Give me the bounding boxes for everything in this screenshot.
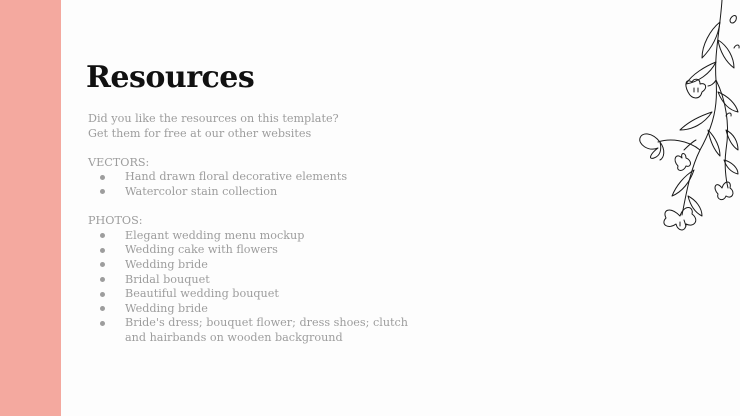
list-item <box>88 287 418 302</box>
list-item <box>88 243 418 258</box>
resource-link[interactable]: Elegant wedding menu mockup <box>125 228 305 242</box>
resource-link[interactable]: Bride's dress; bouquet flower; dress shoes; clutch and hairbands on wooden background <box>125 316 409 344</box>
list-item <box>88 229 418 244</box>
list-item <box>88 273 418 288</box>
intro-line-1: Did you like the resources on this template? <box>88 112 339 125</box>
list-item <box>88 185 418 200</box>
bullet-dot-icon <box>100 277 105 282</box>
bullet-dot-icon <box>100 189 105 194</box>
list-item <box>88 316 418 345</box>
section-heading: VECTORS: <box>88 155 150 169</box>
hand-drawn-floral-branch-icon <box>630 0 740 240</box>
resource-link[interactable]: Bridal bouquet <box>125 272 210 286</box>
bullet-dot-icon <box>100 175 105 180</box>
section-heading: PHOTOS: <box>88 214 143 228</box>
intro-line-2: Get them for free at our other websites <box>88 126 312 140</box>
resource-link[interactable]: Wedding bride <box>125 257 208 271</box>
bullet-dot-icon <box>100 306 105 311</box>
list-item <box>88 170 418 185</box>
bullet-dot-icon <box>100 321 105 326</box>
resource-link[interactable]: Beautiful wedding bouquet <box>125 287 279 301</box>
list-item <box>88 258 418 273</box>
vectors-list <box>88 170 418 199</box>
list-item <box>88 302 418 317</box>
resource-link[interactable]: Wedding bride <box>125 301 208 315</box>
photos-list <box>88 229 418 346</box>
vectors-section <box>88 156 418 200</box>
bullet-dot-icon <box>100 292 105 297</box>
bullet-dot-icon <box>100 248 105 253</box>
intro-text <box>88 112 418 141</box>
bullet-dot-icon <box>100 233 105 238</box>
slide-title: Resources <box>86 60 255 95</box>
resource-link[interactable]: Hand drawn floral decorative elements <box>125 170 348 184</box>
resource-link[interactable]: Watercolor stain collection <box>125 184 278 198</box>
resources-content <box>88 112 418 346</box>
photos-section <box>88 214 418 345</box>
resource-link[interactable]: Wedding cake with flowers <box>125 243 278 257</box>
bullet-dot-icon <box>100 262 105 267</box>
accent-side-bar <box>0 0 61 416</box>
